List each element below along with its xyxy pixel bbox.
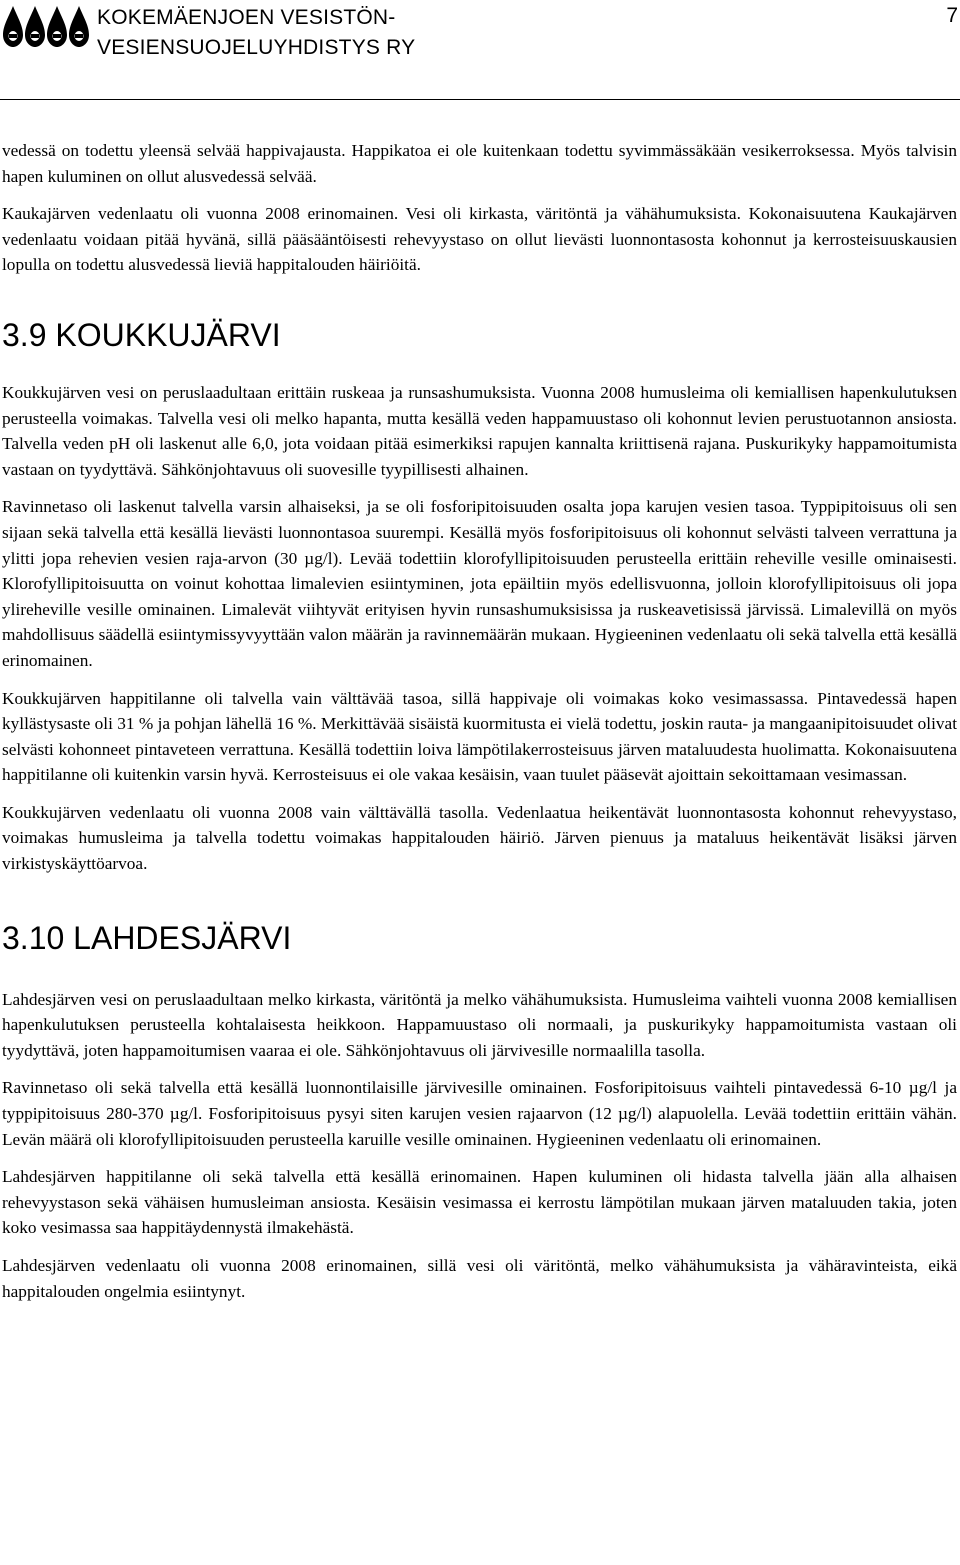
lahdesjarvi-paragraph-2: Ravinnetaso oli sekä talvella että kesällä luonnontilaisille järvivesille ominainen. Fosforipitoisuus vaihteli pintavedessä 6-10 µg/l ja typpipitoisuus 280-370 µg/l. Fosforipitoisuus pysyi siten karujen vesien rajaarvon (12 µg/l) alapuolella. Levää todettiin erittäin vähän. Levän määrä oli klorofyllipitoisuuden perusteella karuille vesille ominainen. Hygieeninen vedenlaatu oli erinomainen. xyxy=(2,1078,957,1149)
organization-name-line1: KOKEMÄENJOEN VESISTÖN- xyxy=(97,6,396,29)
document-body xyxy=(2,138,957,1304)
lahdesjarvi-paragraph-1: Lahdesjärven vesi on peruslaadultaan melko kirkasta, väritöntä ja melko vähähumuksista. Humusleima vaihteli vuonna 2008 kemiallisen hapenkulutuksen perusteella kohtalaisesta heikkoon. Happamuustaso oli normaali, ja puskurikyky happamoitumista vastaan oli tyydyttävä, joten happamoitumisen vaaraa ei ole. Sähkönjohtavuus oli järvivesille normaalilla tasolla. xyxy=(2,989,957,1060)
section-heading-koukkujarvi: 3.9 KOUKKUJÄRVI xyxy=(2,316,281,353)
intro-paragraph-1: vedessä on todettu yleensä selvää happivajausta. Happikatoa ei ole kuitenkaan todettu syvimmässäkään vesikerroksessa. Myös talvisin hapen kuluminen on ollut alusvedessä selvää. xyxy=(2,141,957,186)
water-drops-logo xyxy=(3,4,91,54)
koukkujarvi-paragraph-2: Ravinnetaso oli laskenut talvella varsin alhaiseksi, ja se oli fosforipitoisuuden osalta jopa karujen vesien tasoa. Typpipitoisuus oli sen sijaan sekä talvella että kesällä lievästi luonnontasoa suurempi. Kesällä myös fosforipitoisuus oli kohonnut selvästi talveen verrattuna ja ylitti jopa rehevien vesien raja-arvon (30 µg/l). Levää todettiin klorofyllipitoisuuden perusteella erittäin reheville vesille ominaisesti. Klorofyllipitoisuutta on voinut kohottaa limalevien esiintyminen, jota epäiltiin myös edellisvuonna, jolloin klorofyllipitoisuus oli jopa ylireheville vesille ominainen. Limalevät viihtyvät erityisen hyvin runsashumuksisissa ja ruskeavetisissä järvissä. Limalevillä on myös mahdollisuus säädellä esiintymissyvyyttään valon määrän ja ravinnemäärän mukaan. Hygieeninen vedenlaatu oli sekä talvella että kesällä erinomainen. xyxy=(2,497,957,670)
lahdesjarvi-paragraph-3: Lahdesjärven happitilanne oli sekä talvella että kesällä erinomainen. Hapen kuluminen oli hidasta talvella jään alla alhaisen rehevyystason sekä vähäisen humusleiman ansiosta. Kesäisin vesimassa ei kerrostu lämpötilan mukaan järven mataluuden takia, joten koko vesimassa saa happitäydennystä ilmakehästä. xyxy=(2,1167,957,1238)
koukkujarvi-paragraph-1: Koukkujärven vesi on peruslaadultaan erittäin ruskeaa ja runsashumuksista. Vuonna 2008 humusleima oli kemiallisen hapenkulutuksen perusteella voimakas. Talvella vesi oli melko hapanta, mutta kesällä veden happamuustaso oli kohonnut levien perustuotannon ansiosta. Talvella veden pH oli laskenut alle 6,0, jota voidaan pitää esimerkiksi rapujen kannalta kriittisenä rajana. Puskurikyky happamoitumista vastaan on tyydyttävä. Sähkönjohtavuus oli suovesille tyypillisesti alhainen. xyxy=(2,382,957,479)
koukkujarvi-paragraph-4: Koukkujärven vedenlaatu oli vuonna 2008 vain välttävällä tasolla. Vedenlaatua heikentävät luonnontasosta kohonnut rehevyystaso, voimakas humusleima ja talvella todettu voimakas happitalouden häiriö. Järven pienuus ja mataluus heikentävät lisäksi järven virkistyskäyttöarvoa. xyxy=(2,802,957,874)
section-heading-lahdesjarvi: 3.10 LAHDESJÄRVI xyxy=(2,919,292,956)
organization-name xyxy=(97,3,415,63)
page-number: 7 xyxy=(946,4,958,27)
header-divider xyxy=(0,99,960,100)
organization-name-line2: VESIENSUOJELUYHDISTYS RY xyxy=(97,36,416,59)
koukkujarvi-paragraph-3: Koukkujärven happitilanne oli talvella vain välttävää tasoa, sillä happivaje oli voimakas koko vesimassassa. Pintavedessä hapen kyllästysaste oli 31 % ja pohjan lähellä 16 %. Merkittävää sisäistä kuormitusta ei vielä todettu, joskin rauta- ja mangaanipitoisuudet olivat selvästi kohonneet pintaveteen verrattuna. Kesällä todettiin loiva lämpötilakerrosteisuus järven mataluudesta huolimatta. Kokonaisuutena happitilanne oli kuitenkin varsin hyvä. Kerrosteisuus ei ole vakaa kesäisin, vaan tuulet pääsevät ajoittain sekoittamaan vesimassan. xyxy=(2,688,957,785)
lahdesjarvi-paragraph-4: Lahdesjärven vedenlaatu oli vuonna 2008 erinomainen, sillä vesi oli väritöntä, melko vähähumuksista ja vähäravinteista, eikä happitalouden ongelmia esiintynyt. xyxy=(2,1256,957,1301)
page-header xyxy=(0,0,960,100)
intro-paragraph-2: Kaukajärven vedenlaatu oli vuonna 2008 erinomainen. Vesi oli kirkasta, väritöntä ja vähähumuksista. Kokonaisuutena Kaukajärven vedenlaatu voidaan pitää hyvänä, sillä pääsääntöisesti rehevyystaso on ollut lievästi luonnontasosta kohonnut ja kerrosteisuuskausien lopulla on todettu alusvedessä lieviä happitalouden häiriöitä. xyxy=(2,204,957,275)
